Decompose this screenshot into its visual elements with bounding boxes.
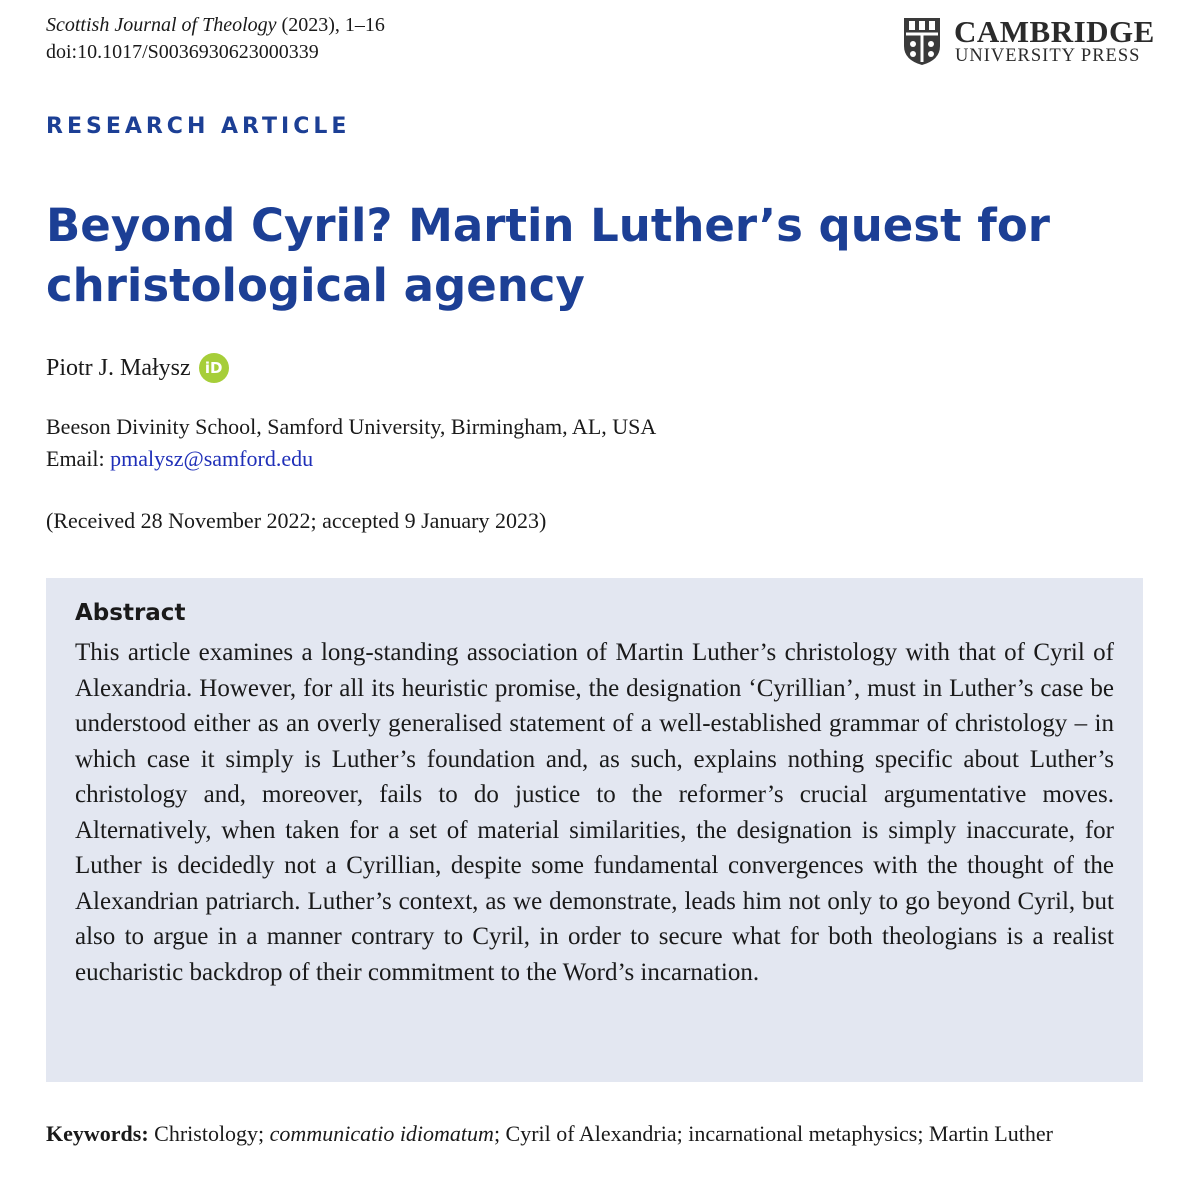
journal-header <box>46 12 385 66</box>
email-label: Email: <box>46 446 111 471</box>
keywords <box>46 1118 1146 1150</box>
email-line <box>46 443 656 475</box>
doi[interactable]: doi:10.1017/S0036930623000339 <box>46 41 319 63</box>
abstract-text: This article examines a long-standing association of Martin Luther’s christology with that of Cyril of Alexandria. However, for all its heuristic promise, the designation ‘Cyrillian’, must in Luther’s case be understood either as an overly generalised statement of a well-established grammar of christology – in which case it simply is Luther’s foundation and, as such, explains nothing specific about Luther’s christology and, moreover, fails to do justice to the reformer’s crucial argumentative moves. Alternatively, when taken for a set of material similarities, the designation is simply inaccurate, for Luther is decidedly not a Cyrillian, despite some fundamental convergences with the thought of the Alexandrian patriarch. Luther’s context, as we demonstrate, leads him not only to go beyond Cyril, but also to argue in a manner contrary to Cyril, in order to secure what for both theologians is a realist eucharistic backdrop of their commitment to the Word’s incarnation. <box>75 639 1114 986</box>
author <box>46 353 229 383</box>
publisher-subname: UNIVERSITY PRESS <box>955 46 1141 66</box>
abstract-box <box>46 578 1143 1082</box>
keywords-label: Keywords: <box>46 1121 149 1146</box>
publisher-name: CAMBRIDGE <box>954 14 1155 49</box>
keyword-rest: ; Cyril of Alexandria; incarnational metaphysics; Martin Luther <box>493 1121 1053 1146</box>
abstract-heading: Abstract <box>75 600 186 626</box>
article-type-label: RESEARCH ARTICLE <box>46 114 351 139</box>
received-dates: (Received 28 November 2022; accepted 9 January 2023) <box>46 508 547 533</box>
journal-meta: (2023), 1–16 <box>276 14 385 36</box>
orcid-icon[interactable]: iD <box>199 353 229 383</box>
article-title: Beyond Cyril? Martin Luther’s quest for christological agency <box>46 199 1050 312</box>
affiliation-block <box>46 411 656 475</box>
keyword-christology: Christology; <box>148 1121 270 1146</box>
keyword-communicatio: communicatio idiomatum <box>269 1121 494 1146</box>
cambridge-crest-icon <box>902 16 942 66</box>
author-name: Piotr J. Małysz <box>46 354 191 381</box>
affiliation: Beeson Divinity School, Samford University, Birmingham, AL, USA <box>46 414 657 439</box>
email-link[interactable]: pmalysz@samford.edu <box>110 446 314 471</box>
publisher-logo <box>902 14 1155 68</box>
journal-name: Scottish Journal of Theology <box>46 14 277 36</box>
journal-citation <box>46 12 385 39</box>
